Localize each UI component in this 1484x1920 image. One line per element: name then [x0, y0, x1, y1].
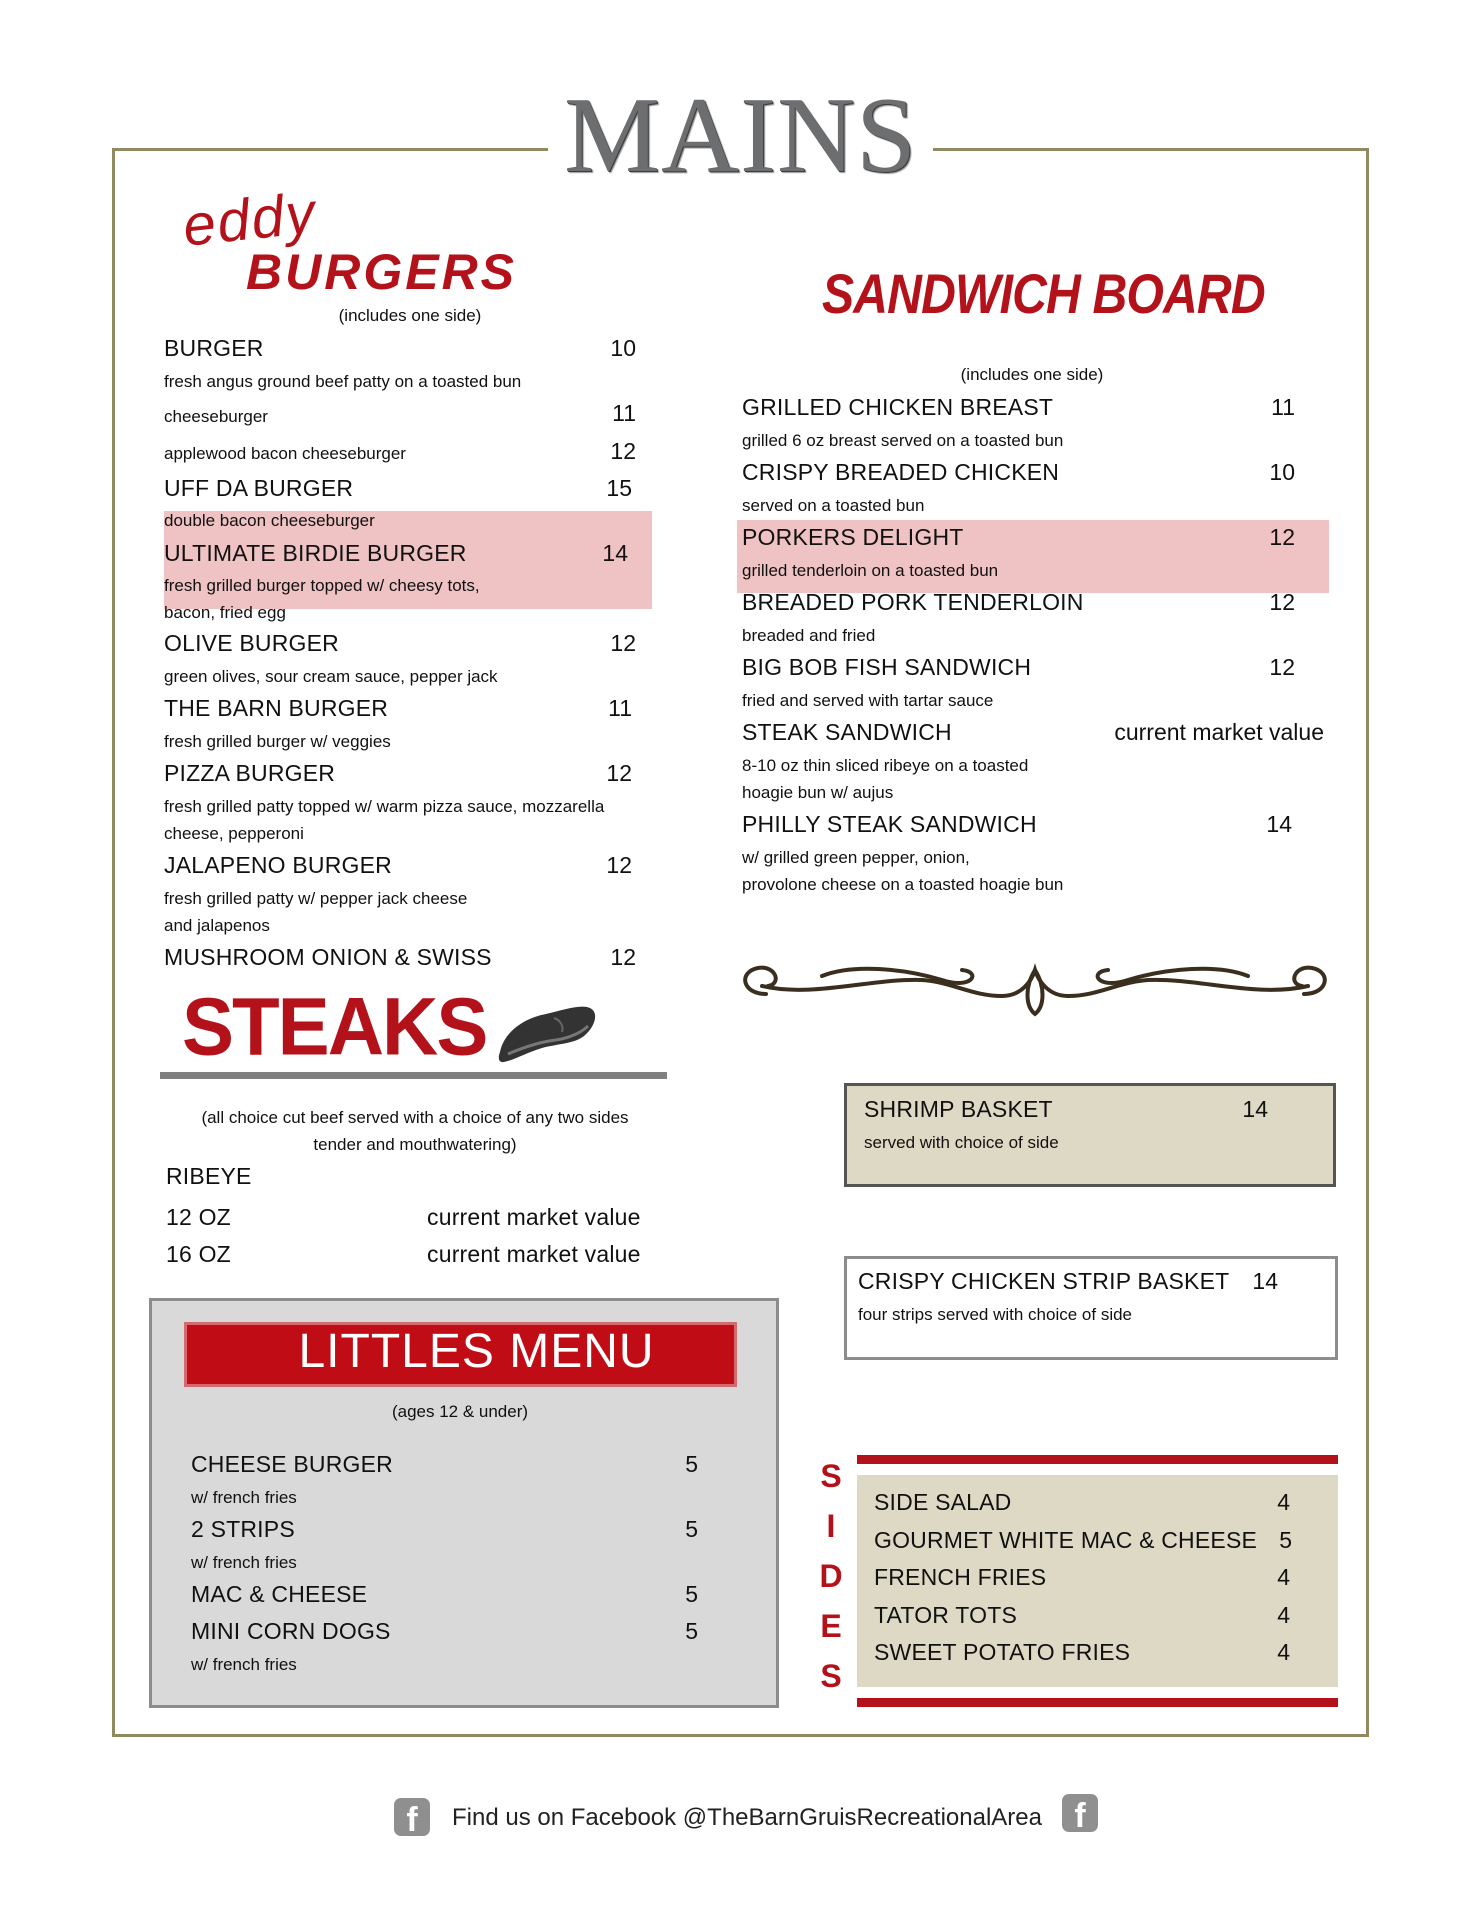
- burger-item-price: 12: [610, 438, 636, 464]
- burger-item-desc: green olives, sour cream sauce, pepper jack: [164, 667, 498, 686]
- burger-item-desc: double bacon cheeseburger: [164, 511, 375, 530]
- basket-item-name: SHRIMP BASKET: [864, 1096, 1053, 1122]
- steak-price: current market value: [427, 1241, 641, 1267]
- burger-item-name: applewood bacon cheeseburger: [164, 444, 406, 463]
- steaks-divider: [160, 1072, 667, 1079]
- steak-item-name: RIBEYE: [166, 1163, 252, 1189]
- basket-item-price: 14: [1252, 1268, 1278, 1294]
- sandwich-item-desc: w/ grilled green pepper, onion,: [742, 848, 970, 867]
- burger-item-name: OLIVE BURGER: [164, 630, 339, 656]
- side-item-price: 4: [1277, 1639, 1290, 1665]
- burger-item-desc: fresh grilled patty topped w/ warm pizza sauce, mozzarella: [164, 797, 605, 816]
- side-item-name: TATOR TOTS: [874, 1602, 1017, 1628]
- side-item-price: 4: [1277, 1564, 1290, 1590]
- burgers-logo-top: eddy: [179, 180, 320, 259]
- steak-size: 12 OZ: [166, 1204, 231, 1230]
- side-item-name: GOURMET WHITE MAC & CHEESE: [874, 1527, 1258, 1553]
- sides-letter: I: [826, 1508, 836, 1544]
- sandwich-item-price: 12: [1269, 589, 1295, 615]
- burger-item-price: 12: [610, 630, 636, 656]
- sandwich-item-desc: hoagie bun w/ aujus: [742, 783, 894, 802]
- sandwich-item-price: current market value: [1114, 719, 1324, 745]
- burger-item-price: 11: [608, 695, 632, 721]
- littles-item-price: 5: [685, 1516, 698, 1542]
- burgers-logo-bottom: BURGERS: [246, 244, 518, 300]
- side-item-price: 4: [1277, 1602, 1290, 1628]
- steaks-note-line-2: tender and mouthwatering): [313, 1135, 517, 1154]
- sandwich-item-price: 11: [1271, 394, 1295, 420]
- sandwich-item-name: BREADED PORK TENDERLOIN: [742, 589, 1084, 615]
- sandwich-item-desc: fried and served with tartar sauce: [742, 691, 994, 710]
- littles-note: (ages 12 & under): [391, 1402, 529, 1421]
- littles-item-price: 5: [685, 1451, 698, 1477]
- burger-item-price: 12: [606, 760, 632, 786]
- burger-item-name: JALAPENO BURGER: [164, 852, 392, 878]
- sandwich-item-desc: provolone cheese on a toasted hoagie bun: [742, 875, 1064, 894]
- burger-item-price: 11: [612, 400, 636, 426]
- sides-top-bar: [857, 1455, 1338, 1464]
- sandwich-item-desc: grilled 6 oz breast served on a toasted bun: [742, 431, 1064, 450]
- sandwich-item-name: CRISPY BREADED CHICKEN: [742, 459, 1060, 485]
- sandwich-item-desc: 8-10 oz thin sliced ribeye on a toasted: [742, 756, 1029, 775]
- basket-item-price: 14: [1242, 1096, 1268, 1122]
- burger-item-name: PIZZA BURGER: [164, 760, 336, 786]
- sandwich-item-price: 10: [1269, 459, 1295, 485]
- basket-item-desc: four strips served with choice of side: [858, 1305, 1133, 1324]
- side-item-price: 4: [1277, 1489, 1290, 1515]
- littles-item-desc: w/ french fries: [191, 1655, 297, 1674]
- footer-text: Find us on Facebook @TheBarnGruisRecreationalArea: [452, 1804, 1042, 1831]
- burger-item-desc: fresh angus ground beef patty on a toasted bun: [164, 372, 522, 391]
- sandwich-item-price: 12: [1269, 524, 1295, 550]
- burger-item-desc: cheese, pepperoni: [164, 824, 304, 843]
- steaks-heading: STEAKS: [182, 979, 487, 1073]
- burger-item-price: 14: [602, 540, 628, 566]
- steak-price: current market value: [427, 1204, 641, 1230]
- burger-item-desc: fresh grilled patty w/ pepper jack cheese: [164, 889, 468, 908]
- basket-item-name: CRISPY CHICKEN STRIP BASKET: [858, 1268, 1230, 1294]
- side-item-name: SIDE SALAD: [874, 1489, 1012, 1515]
- burger-item-name: UFF DA BURGER: [164, 475, 354, 501]
- steak-icon: [494, 996, 604, 1066]
- sandwich-item-desc: served on a toasted bun: [742, 496, 925, 515]
- sides-letter: E: [820, 1608, 842, 1644]
- littles-item-name: CHEESE BURGER: [191, 1451, 393, 1477]
- littles-item-price: 5: [685, 1618, 698, 1644]
- sandwich-item-name: BIG BOB FISH SANDWICH: [742, 654, 1032, 680]
- burger-item-name: MUSHROOM ONION & SWISS: [164, 944, 492, 970]
- sandwich-item-price: 14: [1266, 811, 1292, 837]
- burger-item-name: THE BARN BURGER: [164, 695, 389, 721]
- burger-item-desc: and jalapenos: [164, 916, 270, 935]
- littles-item-name: 2 STRIPS: [191, 1516, 295, 1542]
- burgers-note: (includes one side): [338, 306, 482, 325]
- steak-size: 16 OZ: [166, 1241, 231, 1267]
- littles-item-name: MAC & CHEESE: [191, 1581, 368, 1607]
- littles-item-desc: w/ french fries: [191, 1553, 297, 1572]
- sides-letter: S: [820, 1458, 842, 1494]
- burger-item-name: ULTIMATE BIRDIE BURGER: [164, 540, 467, 566]
- facebook-icon[interactable]: f: [394, 1798, 430, 1836]
- burger-item-price: 15: [606, 475, 632, 501]
- sandwich-item-desc: grilled tenderloin on a toasted bun: [742, 561, 999, 580]
- facebook-icon[interactable]: f: [1062, 1794, 1098, 1832]
- steaks-note-line-1: (all choice cut beef served with a choice of any two sides: [201, 1108, 629, 1127]
- littles-item-desc: w/ french fries: [191, 1488, 297, 1507]
- sides-bottom-bar: [857, 1698, 1338, 1707]
- side-item-price: 5: [1279, 1527, 1292, 1553]
- sandwich-item-desc: breaded and fried: [742, 626, 876, 645]
- sandwich-board-heading: SANDWICH BOARD: [822, 262, 1265, 325]
- littles-item-price: 5: [685, 1581, 698, 1607]
- sandwich-item-name: PORKERS DELIGHT: [742, 524, 964, 550]
- sandwich-item-price: 12: [1269, 654, 1295, 680]
- flourish-divider: [732, 950, 1338, 1020]
- burger-item-desc: bacon, fried egg: [164, 603, 286, 622]
- side-item-name: SWEET POTATO FRIES: [874, 1639, 1131, 1665]
- side-item-name: FRENCH FRIES: [874, 1564, 1047, 1590]
- sandwich-item-name: GRILLED CHICKEN BREAST: [742, 394, 1054, 420]
- page-title: MAINS: [563, 76, 918, 195]
- sides-letter: D: [819, 1558, 843, 1594]
- sandwich-item-name: STEAK SANDWICH: [742, 719, 952, 745]
- burger-item-name: BURGER: [164, 335, 264, 361]
- burger-item-price: 10: [610, 335, 636, 361]
- sides-letter: S: [820, 1658, 842, 1694]
- littles-item-name: MINI CORN DOGS: [191, 1618, 391, 1644]
- littles-menu-heading: LITTLES MENU: [298, 1325, 655, 1378]
- burger-item-price: 12: [610, 944, 636, 970]
- burger-item-price: 12: [606, 852, 632, 878]
- burger-item-desc: fresh grilled burger topped w/ cheesy tots,: [164, 576, 480, 595]
- basket-item-desc: served with choice of side: [864, 1133, 1059, 1152]
- sandwich-note: (includes one side): [960, 365, 1104, 384]
- burger-item-name: cheeseburger: [164, 407, 268, 426]
- sandwich-item-name: PHILLY STEAK SANDWICH: [742, 811, 1037, 837]
- burger-item-desc: fresh grilled burger w/ veggies: [164, 732, 391, 751]
